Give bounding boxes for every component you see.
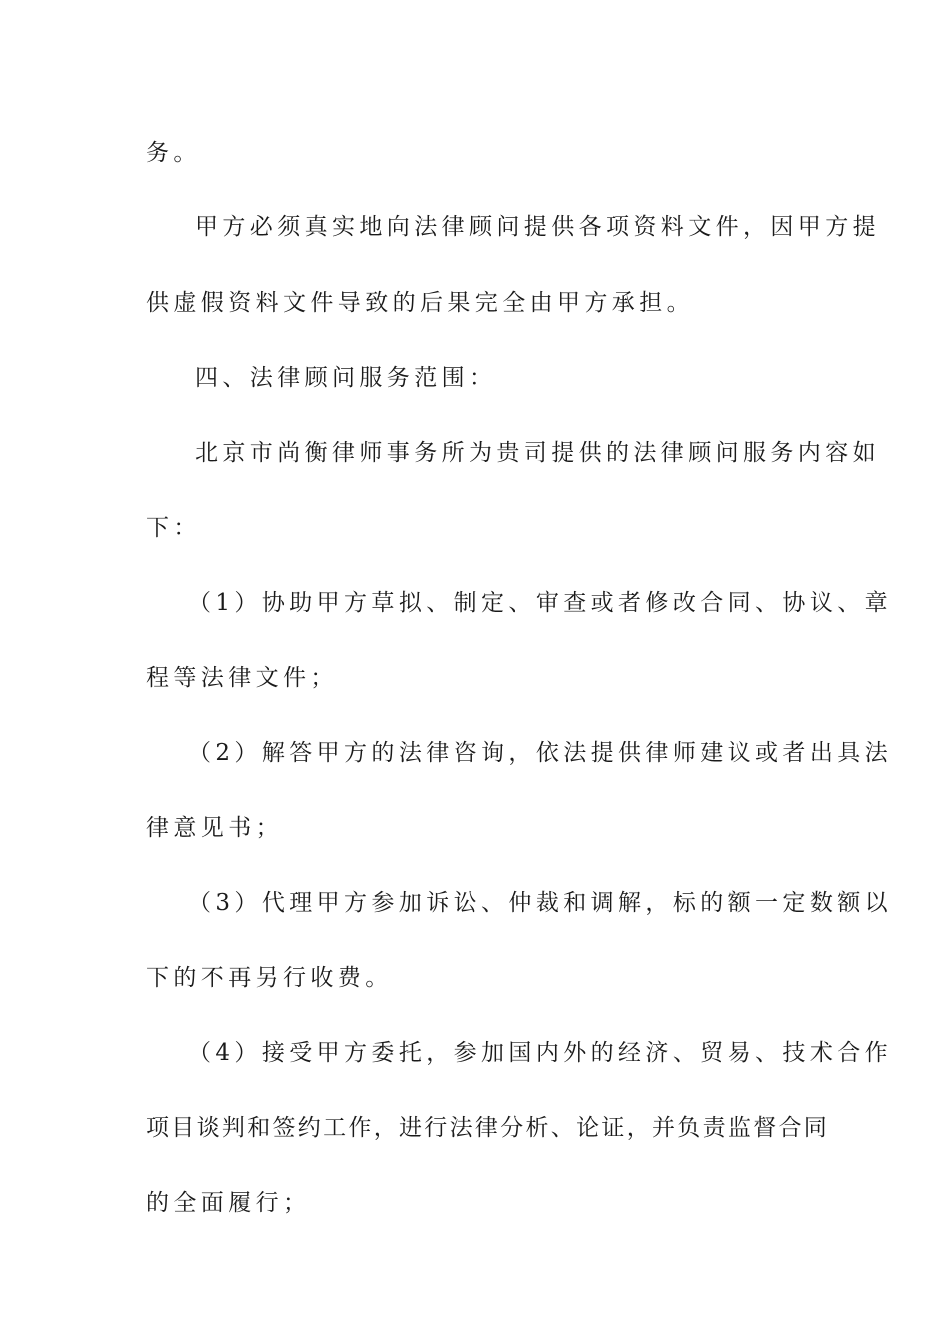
- text-line-5: 北京市尚衡律师事务所为贵司提供的法律顾问服务内容如: [195, 440, 880, 466]
- text-line-6: 下：: [146, 515, 201, 541]
- list-item-3-line-2: 下的不再另行收费。: [146, 965, 393, 991]
- list-item-3-line-1: （3）代理甲方参加诉讼、仲裁和调解，标的额一定数额以: [188, 890, 893, 916]
- text-line-1: 务。: [146, 140, 201, 166]
- section-heading: 四、法律顾问服务范围：: [195, 365, 497, 391]
- list-item-4-line-3: 的全面履行；: [146, 1190, 311, 1216]
- text-line-2: 甲方必须真实地向法律顾问提供各项资料文件，因甲方提: [195, 214, 880, 240]
- list-item-4-line-2: 项目谈判和签约工作，进行法律分析、论证，并负责监督合同: [146, 1115, 830, 1141]
- list-item-1-line-2: 程等法律文件；: [146, 665, 338, 691]
- list-item-2-line-2: 律意见书；: [146, 815, 283, 841]
- text-line-3: 供虚假资料文件导致的后果完全由甲方承担。: [146, 290, 694, 316]
- list-item-1-line-1: （1）协助甲方草拟、制定、审查或者修改合同、协议、章: [188, 590, 893, 616]
- list-item-2-line-1: （2）解答甲方的法律咨询，依法提供律师建议或者出具法: [188, 740, 893, 766]
- list-item-4-line-1: （4）接受甲方委托，参加国内外的经济、贸易、技术合作: [188, 1040, 893, 1066]
